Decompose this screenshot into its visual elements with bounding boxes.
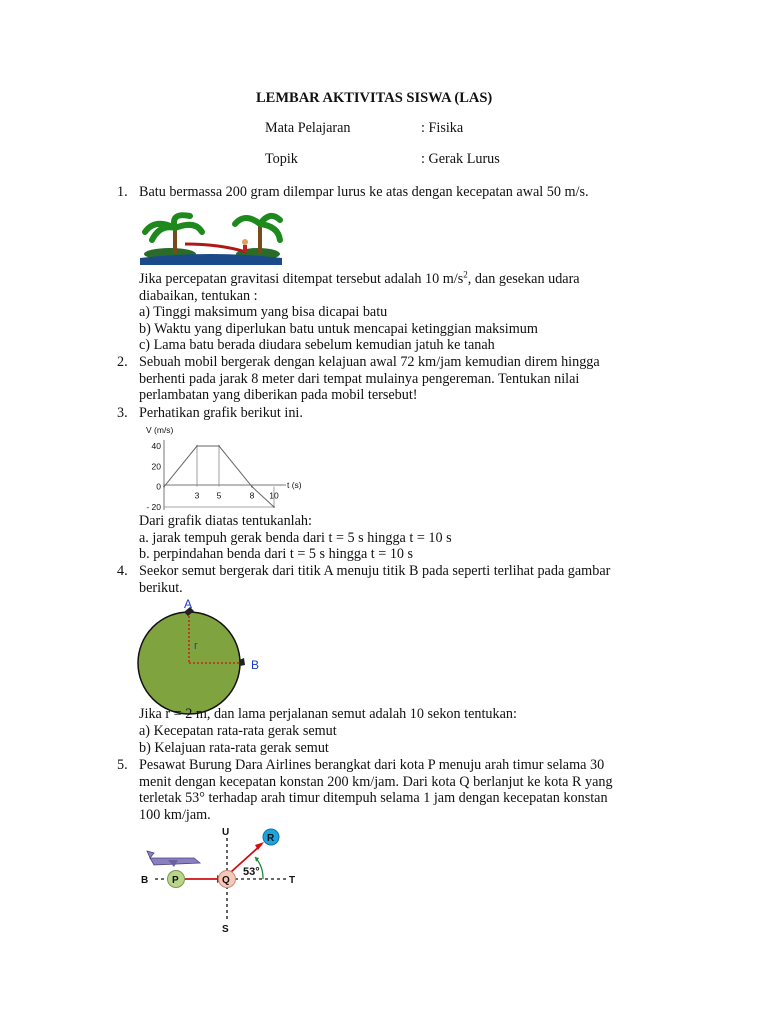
q2-line3: perlambatan yang diberikan pada mobil tersebut! bbox=[139, 387, 418, 403]
subject-value: : Fisika bbox=[421, 120, 464, 136]
label-p: P bbox=[172, 875, 179, 886]
palm-trunk-left bbox=[173, 228, 177, 254]
q1-line2: diabaikan, tentukan : bbox=[139, 288, 258, 304]
data-point bbox=[251, 486, 253, 488]
q4-line1: Seekor semut bergerak dari titik A menuju titik B pada seperti terlihat pada gambar bbox=[139, 563, 611, 579]
x-tick-label: 10 bbox=[269, 490, 279, 501]
compass-diagram bbox=[138, 824, 308, 936]
data-point bbox=[196, 445, 198, 447]
q3-line1: Perhatikan grafik berikut ini. bbox=[139, 405, 303, 421]
circle-diagram bbox=[138, 598, 270, 708]
q2-number: 2. bbox=[117, 354, 128, 370]
q1-intro: Batu bermassa 200 gram dilempar lurus ke atas dengan kecepatan awal 50 m/s. bbox=[139, 184, 589, 200]
label-q: Q bbox=[222, 875, 230, 886]
q4-number: 4. bbox=[117, 563, 128, 579]
q4-option-b: b) Kelajuan rata-rata gerak semut bbox=[139, 740, 329, 756]
q4-line2: berikut. bbox=[139, 580, 183, 596]
label-b: B bbox=[251, 658, 260, 672]
q3-number: 3. bbox=[117, 405, 128, 421]
page-title: LEMBAR AKTIVITAS SISWA (LAS) bbox=[256, 90, 493, 106]
label-r: r bbox=[194, 640, 198, 652]
velocity-time-chart bbox=[140, 424, 310, 514]
y-tick-label: 40 bbox=[151, 441, 161, 451]
palm-leaves-right bbox=[235, 216, 280, 240]
q5-line2: menit dengan kecepatan konstan 200 km/jam. Dari kota Q berlanjut ke kota R yang bbox=[139, 774, 613, 790]
label-a: A bbox=[184, 597, 193, 611]
q3-after: Dari grafik diatas tentukanlah: bbox=[139, 513, 312, 529]
data-point bbox=[273, 506, 275, 508]
q3-option-b: b. perpindahan benda dari t = 5 s hingga t = 10 s bbox=[139, 546, 414, 562]
q1-option-b: b) Waktu yang diperlukan batu untuk mencapai ketinggian maksimum bbox=[139, 321, 538, 337]
q5-line3: terletak 53° terhadap arah timur ditempuh selama 1 jam dengan kecepatan konstan bbox=[139, 790, 608, 806]
label-south: S bbox=[222, 924, 229, 935]
person bbox=[242, 239, 248, 245]
q1-number: 1. bbox=[117, 184, 128, 200]
q4-after: Jika r = 2 m, dan lama perjalanan semut adalah 10 sekon tentukan: bbox=[139, 706, 517, 722]
data-point bbox=[218, 445, 220, 447]
q2-line2: berhenti pada jarak 8 meter dari tempat mulainya pengereman. Tentukan nilai bbox=[139, 371, 580, 387]
y-tick-label: 20 bbox=[151, 461, 161, 472]
label-angle: 53° bbox=[243, 866, 260, 878]
y-tick-label: - 20 bbox=[146, 502, 161, 512]
q5-line4: 100 km/jam. bbox=[139, 807, 211, 823]
x-tick-label: 5 bbox=[216, 490, 222, 501]
label-r: R bbox=[267, 833, 275, 844]
palm-trunk-right bbox=[258, 224, 262, 254]
x-tick-label: 8 bbox=[249, 490, 255, 501]
q1-option-a: a) Tinggi maksimum yang bisa dicapai batu bbox=[139, 304, 388, 320]
q4-option-a: a) Kecepatan rata-rata gerak semut bbox=[139, 723, 337, 739]
label-north: U bbox=[222, 827, 230, 838]
y-tick-label: 0 bbox=[156, 481, 161, 492]
topic-value: : Gerak Lurus bbox=[421, 151, 500, 167]
q2-line1: Sebuah mobil bergerak dengan kelajuan awal 72 km/jam kemudian direm hingga bbox=[139, 354, 600, 370]
x-tick-label: 3 bbox=[194, 490, 200, 501]
q1-option-c: c) Lama batu berada diudara sebelum kemudian jatuh ke tanah bbox=[139, 337, 495, 353]
bridge bbox=[185, 244, 246, 252]
island-clipart bbox=[140, 210, 282, 265]
q1-line1: Jika percepatan gravitasi ditempat tersebut adalah 10 $m/s^2$, dan gesekan udara bbox=[139, 269, 580, 287]
q5-line1: Pesawat Burung Dara Airlines berangkat dari kota P menuju arah timur selama 30 bbox=[139, 757, 605, 773]
subject-label: Mata Pelajaran bbox=[265, 120, 351, 136]
q5-number: 5. bbox=[117, 757, 128, 773]
label-east: T bbox=[289, 875, 296, 886]
airplane-icon bbox=[147, 851, 200, 867]
x-axis-label: t (s) bbox=[287, 480, 302, 490]
label-west: B bbox=[141, 875, 149, 886]
data-point bbox=[163, 486, 165, 488]
q3-option-a: a. jarak tempuh gerak benda dari t = 5 s hingga t = 10 s bbox=[139, 530, 452, 546]
topic-label: Topik bbox=[265, 151, 298, 167]
y-axis-label: V (m/s) bbox=[146, 425, 174, 435]
